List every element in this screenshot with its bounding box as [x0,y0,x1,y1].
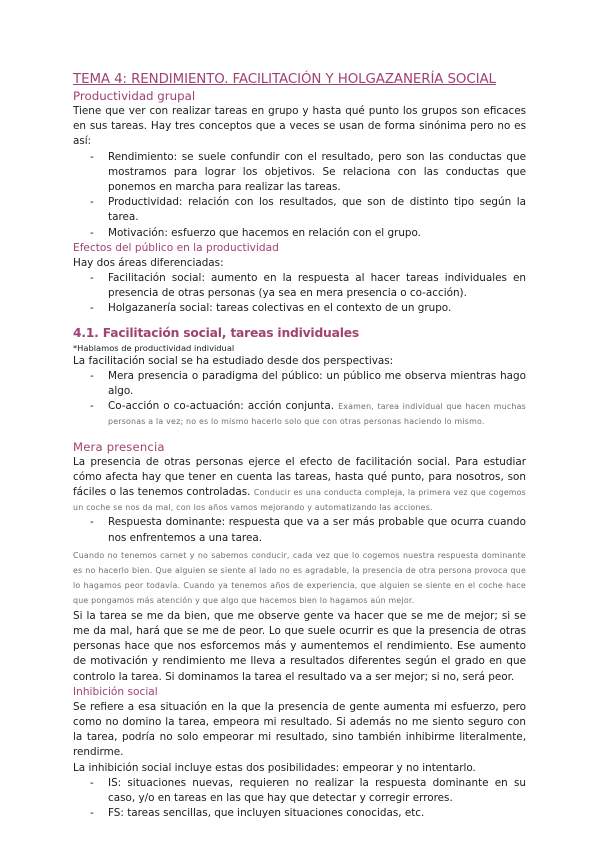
list-item: - Co-acción o co-actuación: acción conjunta. Examen, tarea individual que hacen muchas personas a la vez; no es lo mismo hacerlo solo que con otras personas haciendo lo mismo. [90,400,526,427]
list-item: - IS: situaciones nuevas, requieren no realizar la respuesta dominante en su caso, y/o en tareas en las que hay que detectar y corregir errores. [90,776,526,804]
section-4-1-subnote: *Hablamos de productividad individual [73,342,235,353]
mera-list [73,515,526,545]
mera-paragraph-1: La presencia de otras personas ejerce el efecto de facilitación social. Para estudiar cómo afecta hay que tener en cuenta las tareas, hasta qué punto, para nosotros, son fáciles o las tenemos controladas. Conducir es una conducta compleja, la primera vez que cogemos un coche se nos da mal, con los años vamos mejorando y automatizando las acciones. [73,455,526,513]
inhibicion-paragraph-2: La inhibición social incluye estas dos posibilidades: empeorar y no intentarlo. [73,761,476,774]
heading-inhibicion-social: Inhibición social [73,685,158,698]
document-title: TEMA 4: RENDIMIENTO. FACILITACIÓN Y HOLGAZANERÍA SOCIAL [73,72,496,87]
bullet-dash: - [90,807,94,820]
productividad-list [73,150,526,241]
inline-example-note: Conducir es una conducta compleja, la primera vez que cogemos un coche se nos da mal, con los años vamos mejorando y automatizando las acciones. [73,488,526,513]
heading-mera-presencia: Mera presencia [73,439,165,454]
bullet-dash: - [90,369,94,382]
inhibicion-list [73,776,526,822]
list-item: - Motivación: esfuerzo que hacemos en relación con el grupo. [73,226,526,241]
heading-efectos-publico: Efectos del público en la productividad [73,241,279,254]
bullet-dash: - [90,196,94,209]
section-4-1-list [73,369,526,430]
bullet-dash: - [90,302,94,315]
efectos-list [73,271,526,317]
list-item: - FS: tareas sencillas, que incluyen situaciones conocidas, etc. [73,806,526,821]
mera-example-note: Cuando no tenemos carnet y no sabemos conducir, cada vez que lo cogemos nuestra respuesta dominante es no hacerlo bien. Que alguien se siente al lado no es agradable, la presencia de otra persona provoca que lo hagamos peor todavía. Cuando ya tenemos años de experiencia, que alguien se siente en el coche hace que pongamos más atención y que algo que hacemos bien lo hagamos aún mejor. [73,550,526,606]
bullet-dash: - [90,776,94,789]
list-item: - Productividad: relación con los resultados, que son de distinto tipo según la tarea. [90,196,526,224]
list-item: - Mera presencia o paradigma del público: un público me observa mientras hago algo. [90,369,526,398]
bullet-dash: - [90,400,94,413]
list-item: - Respuesta dominante: respuesta que va a ser más probable que ocurra cuando nos enfrentemos a una tarea. [90,516,526,544]
mera-paragraph-2: Si la tarea se me da bien, que me observe gente va hacer que se me de mejor; si se me da mal, hará que se me de peor. Lo que suele ocurrir es que la presencia de otras personas hace que nos esforcemos más y aumentemos el rendimiento. Ese aumento de motivación y rendimiento me lleva a resultados diferentes según el grado en que controlo la tarea. Si dominamos la tarea el resultado va a ser mejor; si no, será peor. [73,609,526,683]
bullet-dash: - [90,272,94,285]
inline-example-note: Examen, tarea individual que hacen muchas personas a la vez; no es lo mismo hacerlo solo que con otras personas haciendo lo mismo. [108,402,526,427]
inhibicion-paragraph-1: Se refiere a esa situación en la que la presencia de gente aumenta mi esfuerzo, pero como no domino la tarea, empeora mi resultado. Si además no me siento seguro con la tarea, podría no solo empeorar mi resultado, sino también inhibirme literalmente, rendirme. [73,700,526,759]
list-item: - Facilitación social: aumento en la respuesta al hacer tareas individuales en presencia de otras personas (ya sea en mera presencia o co-acción). [90,272,526,300]
section-4-1-intro: La facilitación social se ha estudiado desde dos perspectivas: [73,354,394,367]
list-item: - Rendimiento: se suele confundir con el resultado, pero son las conductas que mostramos para lograr los objetivos. Se relaciona con las conductas que ponemos en marcha para realizar las tareas. [90,150,526,194]
bullet-dash: - [90,226,94,239]
list-item: - Holgazanería social: tareas colectivas en el contexto de un grupo. [73,301,526,316]
bullet-dash: - [90,516,94,529]
heading-section-4-1: 4.1. Facilitación social, tareas individuales [73,325,359,340]
heading-productividad-grupal: Productividad grupal [73,89,196,103]
efectos-intro: Hay dos áreas diferenciadas: [73,256,224,269]
document-content [73,71,526,821]
productividad-intro: Tiene que ver con realizar tareas en grupo y hasta qué punto los grupos son eficaces en sus tareas. Hay tres conceptos que a veces se usan de forma sinónima pero no es así: [73,105,526,148]
bullet-dash: - [90,150,94,163]
